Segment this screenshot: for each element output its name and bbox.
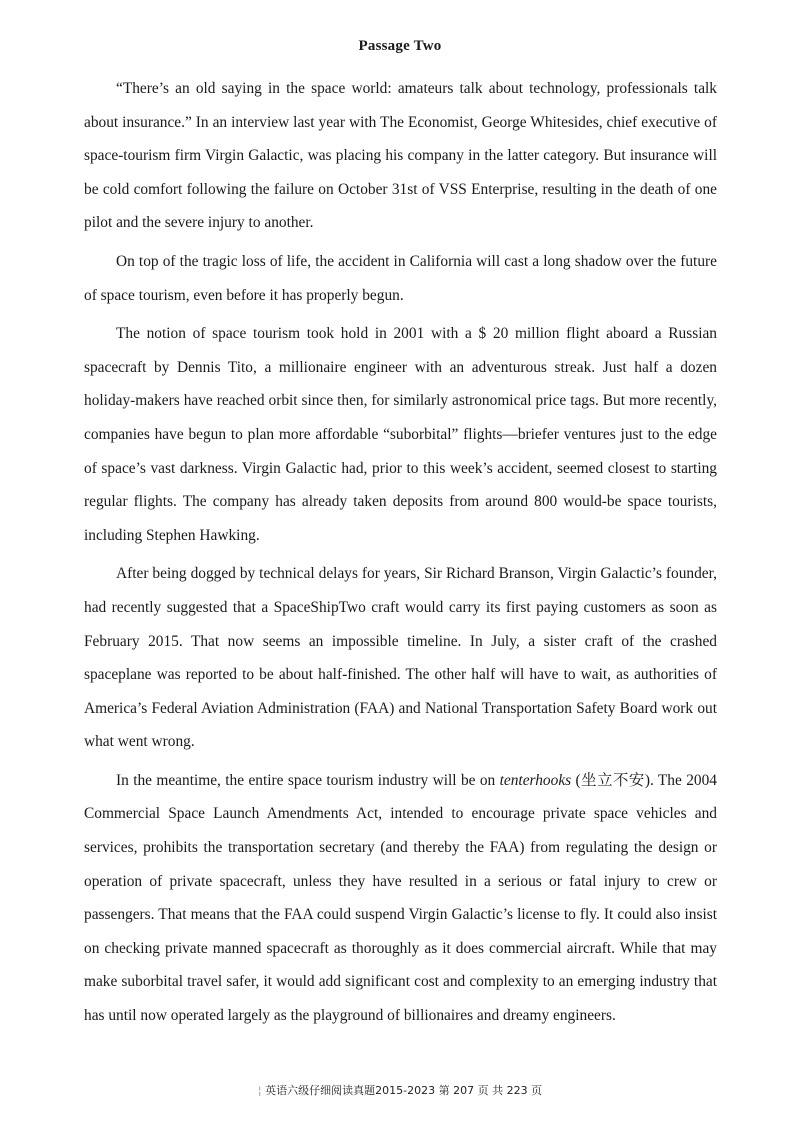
vocab-gloss: (坐立不安) xyxy=(571,771,650,789)
footer-page-info: 英语六级仔细阅读真题2015-2023 第 207 页 共 223 页 xyxy=(265,1084,543,1097)
paragraph-5 xyxy=(84,764,717,1033)
paragraph-5-start: In the meantime, the entire space tourism industry will be on xyxy=(116,771,500,789)
vocab-term-tenterhooks: tenterhooks xyxy=(499,771,572,789)
footer-mark: ¦ xyxy=(257,1084,262,1097)
passage-body xyxy=(84,72,717,1038)
paragraph-5-rest: . The 2004 Commercial Space Launch Amendments Act, intended to encourage private space vehicles and services, prohibits the transportation secretary (and thereby the FAA) from regulating the design or operation of private spacecraft, unless they have resulted in a serious or fatal injury to crew or passengers. That means that the FAA could suspend Virgin Galactic’s license to fly. It could also insist on checking private manned spacecraft as thoroughly as it does commercial aircraft. While that may make suborbital travel safer, it would add significant cost and complexity to an emerging industry that has until now operated largely as the playground of billionaires and dreamy engineers. xyxy=(84,771,717,1025)
paragraph-2: On top of the tragic loss of life, the accident in California will cast a long shadow over the future of space tourism, even before it has properly begun. xyxy=(84,252,717,304)
paragraph-3: The notion of space tourism took hold in 2001 with a $ 20 million flight aboard a Russian spacecraft by Dennis Tito, a millionaire engineer with an adventurous streak. Just half a dozen holiday-makers have reached orbit since then, for similarly astronomical price tags. But more recently, companies have begun to plan more affordable “suborbital” flights—briefer ventures just to the edge of space’s vast darkness. Virgin Galactic had, prior to this week’s accident, seemed closest to starting regular flights. The company has already taken deposits from around 800 would-be space tourists, including Stephen Hawking. xyxy=(84,325,717,544)
passage-title: Passage Two xyxy=(358,38,442,54)
paragraph-1: “There’s an old saying in the space world: amateurs talk about technology, professionals talk about insurance.” In an interview last year with The Economist, George Whitesides, chief executive of space-tourism firm Virgin Galactic, was placing his company in the latter category. But insurance will be cold comfort following the failure on October 31st of VSS Enterprise, resulting in the death of one pilot and the severe injury to another. xyxy=(84,80,717,232)
page-footer xyxy=(0,1082,800,1098)
paragraph-4: After being dogged by technical delays for years, Sir Richard Branson, Virgin Galactic’s founder, had recently suggested that a SpaceShipTwo craft would carry its first paying customers as soon as February 2015. That now seems an impossible timeline. In July, a sister craft of the crashed spaceplane was reported to be about half-finished. The other half will have to wait, as authorities of America’s Federal Aviation Administration (FAA) and National Transportation Safety Board work out what went wrong. xyxy=(84,565,717,751)
